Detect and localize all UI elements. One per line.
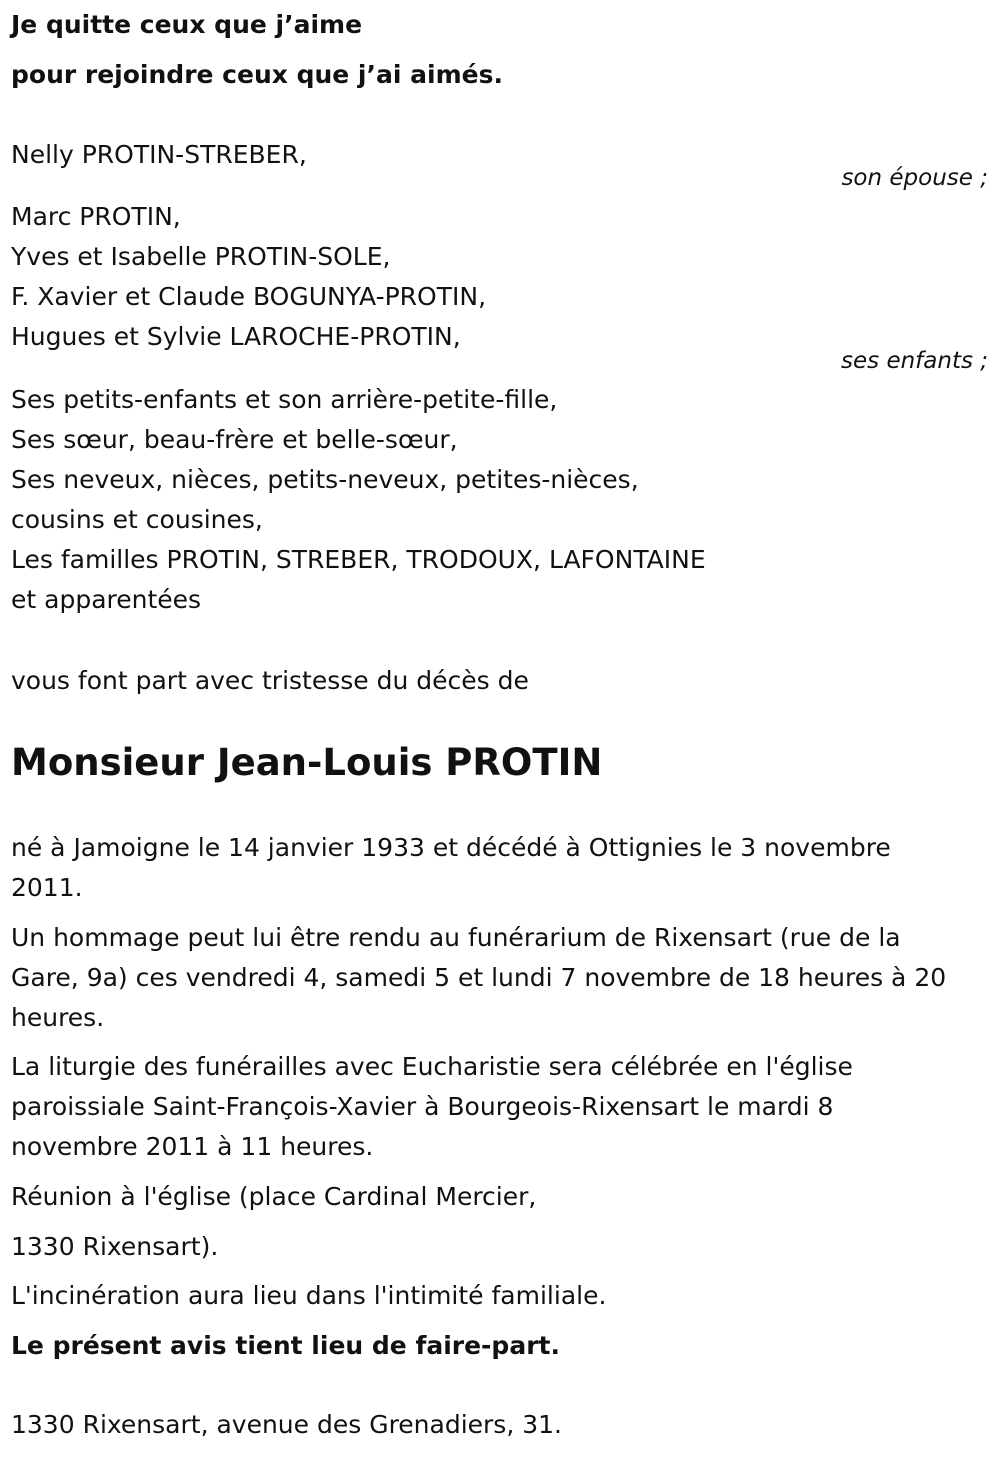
hommage-line: heures. [11, 1003, 105, 1032]
spouse-name: Nelly PROTIN-STREBER, [11, 140, 307, 169]
reunion-line: 1330 Rixensart). [11, 1232, 219, 1261]
address: 1330 Rixensart, avenue des Grenadiers, 31. [11, 1410, 562, 1439]
children-role: ses enfants ; [841, 348, 988, 374]
spouse-role: son épouse ; [841, 165, 988, 191]
relatives-line: Ses petits-enfants et son arrière-petite-fille, [11, 385, 558, 414]
relatives-line: cousins et cousines, [11, 505, 263, 534]
liturgie-line: La liturgie des funérailles avec Eucharistie sera célébrée en l'église [11, 1052, 853, 1081]
incineration-line: L'incinération aura lieu dans l'intimité familiale. [11, 1281, 607, 1310]
relatives-line: Les familles PROTIN, STREBER, TRODOUX, LAFONTAINE [11, 545, 706, 574]
relatives-line: et apparentées [11, 585, 202, 614]
hommage-line: Un hommage peut lui être rendu au funérarium de Rixensart (rue de la [11, 923, 901, 952]
deceased-name: Monsieur Jean-Louis PROTIN [11, 741, 603, 784]
reunion-line: Réunion à l'église (place Cardinal Mercier, [11, 1182, 537, 1211]
hommage-line: Gare, 9a) ces vendredi 4, samedi 5 et lundi 7 novembre de 18 heures à 20 [11, 963, 947, 992]
relatives-line: Ses neveux, nièces, petits-neveux, petites-nièces, [11, 465, 639, 494]
epigraph-line-1: Je quitte ceux que j’aime [11, 10, 363, 39]
birth-death-line: né à Jamoigne le 14 janvier 1933 et décédé à Ottignies le 3 novembre [11, 833, 891, 862]
birth-death-line: 2011. [11, 873, 83, 902]
child-name: Hugues et Sylvie LAROCHE-PROTIN, [11, 322, 461, 351]
liturgie-line: paroissiale Saint-François-Xavier à Bourgeois-Rixensart le mardi 8 [11, 1092, 834, 1121]
notice-line: Le présent avis tient lieu de faire-part. [11, 1331, 560, 1360]
child-name: F. Xavier et Claude BOGUNYA-PROTIN, [11, 282, 487, 311]
announcement: vous font part avec tristesse du décès de [11, 666, 529, 695]
relatives-line: Ses sœur, beau-frère et belle-sœur, [11, 425, 458, 454]
epigraph-line-2: pour rejoindre ceux que j’ai aimés. [11, 60, 503, 89]
child-name: Marc PROTIN, [11, 202, 181, 231]
child-name: Yves et Isabelle PROTIN-SOLE, [11, 242, 391, 271]
liturgie-line: novembre 2011 à 11 heures. [11, 1132, 374, 1161]
